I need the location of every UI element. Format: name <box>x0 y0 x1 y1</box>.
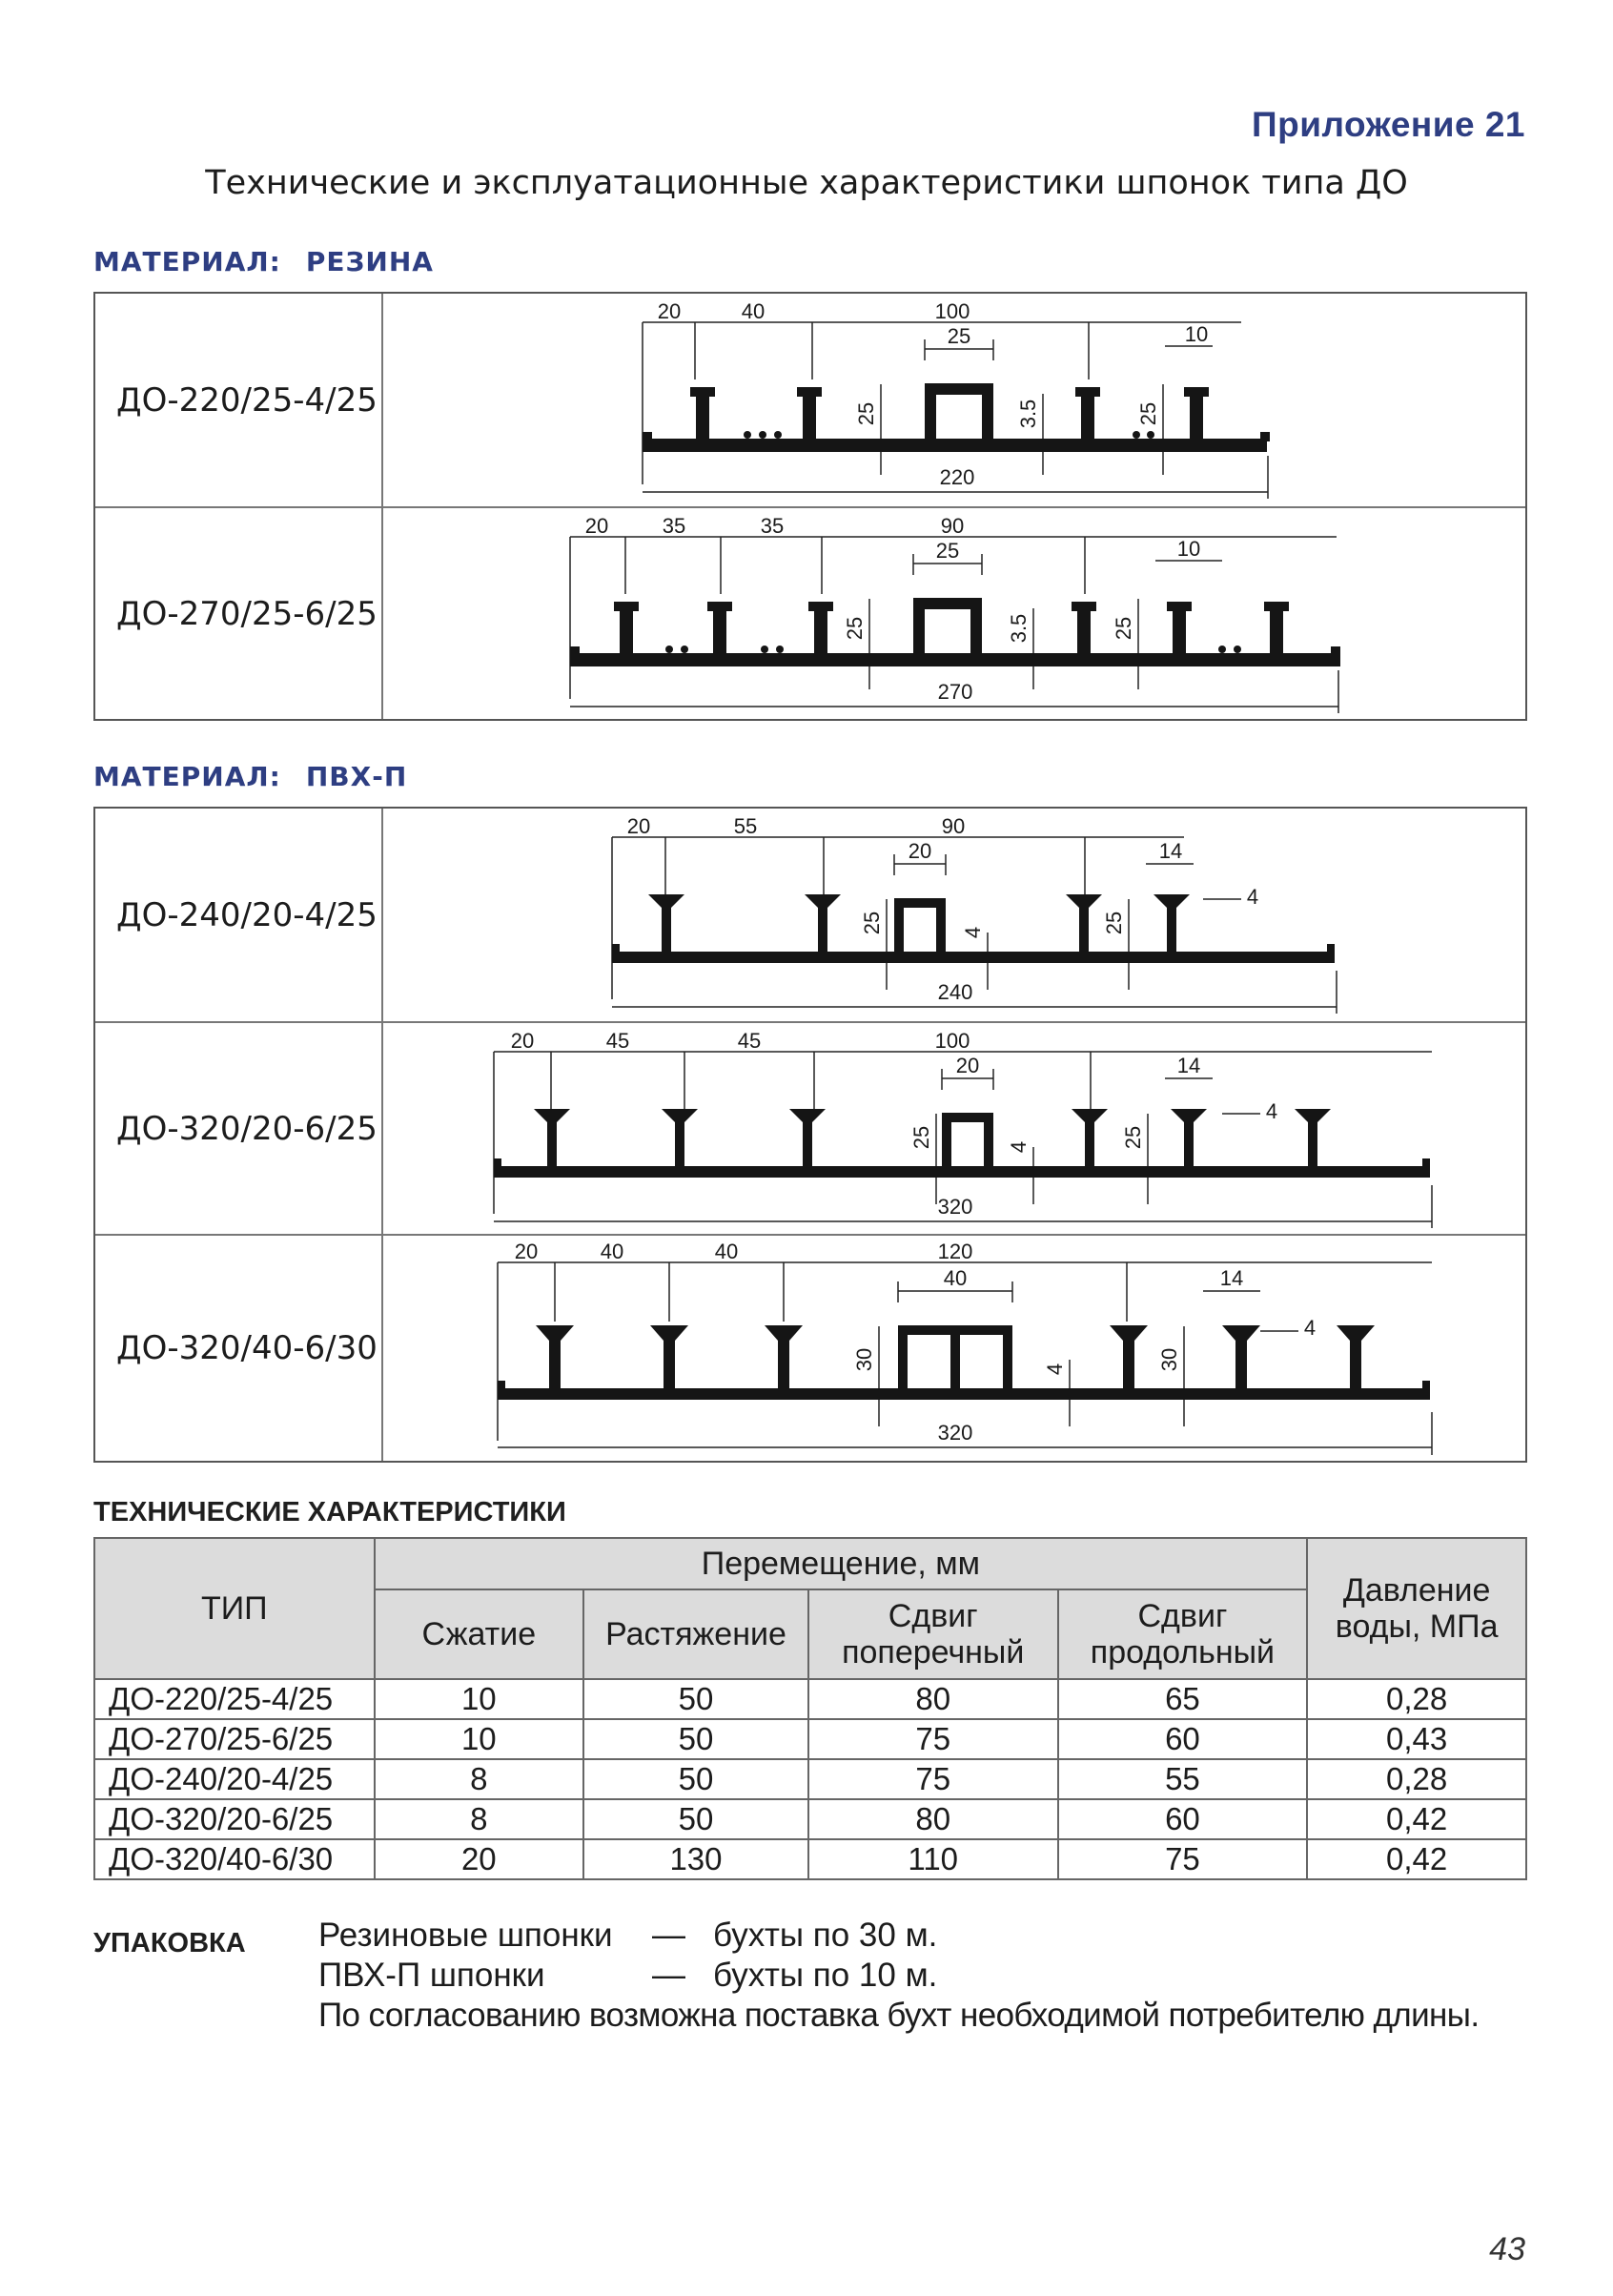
col-pressure-line2: воды, МПа <box>1335 1609 1499 1645</box>
dim-label: 320 <box>937 1421 973 1445</box>
appendix-label: Приложение 21 <box>1252 105 1525 144</box>
dim-label: 25 <box>1112 616 1135 641</box>
material-value: РЕЗИНА <box>305 246 434 277</box>
dim-label: 4 <box>1265 1099 1278 1123</box>
cell-compress: 10 <box>375 1679 584 1719</box>
cell-stretch: 130 <box>583 1839 808 1879</box>
dim-label: 10 <box>1184 322 1209 346</box>
profile-row <box>95 809 1525 1021</box>
col-shear-cross-line2: поперечный <box>842 1634 1025 1671</box>
cell-type: ДО-270/25-6/25 <box>94 1719 375 1759</box>
cell-compress: 20 <box>375 1839 584 1879</box>
dim-label: 25 <box>935 539 960 563</box>
dim-label: 90 <box>941 814 966 838</box>
section-label-pvc <box>93 761 407 792</box>
table-row <box>94 1799 1526 1839</box>
profile-row <box>95 1021 1525 1234</box>
col-shear-cross-line1: Сдвиг <box>888 1598 978 1634</box>
dim-label: 4 <box>1043 1363 1067 1376</box>
dim-label: 4 <box>1007 1140 1031 1154</box>
packing-dash: — <box>652 1917 685 1954</box>
col-shear-cross-header <box>808 1589 1058 1679</box>
dim-label: 25 <box>1102 911 1126 935</box>
dim-label: 3.5 <box>1007 613 1031 644</box>
dim-label: 4 <box>1246 885 1259 909</box>
material-label: МАТЕРИАЛ: <box>93 246 281 277</box>
dim-label: 20 <box>514 1240 539 1263</box>
packing-dash: — <box>652 1957 685 1994</box>
profile-drawing-svg <box>383 294 1527 504</box>
col-shear-long-line1: Сдвиг <box>1137 1598 1228 1634</box>
dim-label: 270 <box>937 680 973 704</box>
packing-item: ПВХ-П шпонки <box>318 1957 545 1994</box>
dim-label: 25 <box>1136 401 1160 426</box>
cell-shear-cross: 75 <box>808 1719 1058 1759</box>
profile-drawing-svg <box>383 809 1527 1019</box>
cell-shear-cross: 75 <box>808 1759 1058 1799</box>
cell-shear-long: 55 <box>1058 1759 1308 1799</box>
profile-name: ДО-270/25-6/25 <box>95 508 383 719</box>
packing-label: УПАКОВКА <box>93 1928 246 1958</box>
dim-label: 90 <box>940 514 965 538</box>
dim-label: 240 <box>937 980 973 1004</box>
dim-label: 20 <box>908 839 932 863</box>
cell-type: ДО-320/20-6/25 <box>94 1799 375 1839</box>
cell-type: ДО-320/40-6/30 <box>94 1839 375 1879</box>
profile-drawing <box>383 1023 1525 1234</box>
material-value: ПВХ-П <box>305 761 408 792</box>
packing-item: Резиновые шпонки <box>318 1917 613 1954</box>
col-shear-long-header <box>1058 1589 1308 1679</box>
dim-label: 4 <box>961 926 985 939</box>
cell-compress: 8 <box>375 1799 584 1839</box>
packing-note: По согласованию возможна поставка бухт необходимой потребителю длины. <box>318 1997 1480 2034</box>
page-title: Технические и эксплуатационные характеристики шпонок типа ДО <box>205 164 1408 202</box>
profile-drawing <box>383 294 1525 506</box>
dim-label: 55 <box>733 814 758 838</box>
dim-label: 3.5 <box>1016 399 1040 429</box>
cell-shear-long: 75 <box>1058 1839 1308 1879</box>
cell-stretch: 50 <box>583 1759 808 1799</box>
packing-value: бухты по 10 м. <box>713 1957 938 1994</box>
dim-label: 320 <box>937 1195 973 1219</box>
dim-label: 40 <box>741 299 766 323</box>
cell-shear-cross: 110 <box>808 1839 1058 1879</box>
cell-pressure: 0,42 <box>1307 1799 1526 1839</box>
packing-value: бухты по 30 м. <box>713 1917 938 1954</box>
profile-name: ДО-320/40-6/30 <box>95 1236 383 1461</box>
dim-label: 100 <box>934 1029 970 1053</box>
dim-label: 25 <box>947 324 971 348</box>
page-number: 43 <box>1489 2231 1525 2267</box>
dim-label: 10 <box>1176 537 1201 561</box>
dim-label: 100 <box>934 299 970 323</box>
dim-label: 4 <box>1303 1316 1317 1340</box>
cell-pressure: 0,42 <box>1307 1839 1526 1879</box>
col-pressure-header <box>1307 1538 1526 1679</box>
dim-label: 45 <box>605 1029 630 1053</box>
dim-label: 20 <box>955 1054 980 1077</box>
cell-stretch: 50 <box>583 1799 808 1839</box>
table-row <box>94 1759 1526 1799</box>
dim-label: 120 <box>937 1240 973 1263</box>
dim-label: 20 <box>584 514 609 538</box>
cell-shear-cross: 80 <box>808 1799 1058 1839</box>
dim-label: 40 <box>600 1240 624 1263</box>
col-pressure-line1: Давление <box>1342 1572 1491 1609</box>
profile-row <box>95 506 1525 719</box>
dim-label: 14 <box>1158 839 1183 863</box>
table-row <box>94 1719 1526 1759</box>
cell-shear-long: 60 <box>1058 1719 1308 1759</box>
profile-row <box>95 1234 1525 1461</box>
cell-pressure: 0,28 <box>1307 1679 1526 1719</box>
cell-type: ДО-220/25-4/25 <box>94 1679 375 1719</box>
dim-label: 45 <box>737 1029 762 1053</box>
dim-label: 20 <box>510 1029 535 1053</box>
cell-compress: 10 <box>375 1719 584 1759</box>
cell-shear-long: 60 <box>1058 1799 1308 1839</box>
dim-label: 14 <box>1219 1266 1244 1290</box>
dim-label: 30 <box>1157 1347 1181 1372</box>
dim-label: 40 <box>943 1266 968 1290</box>
col-stretch-header: Растяжение <box>583 1589 808 1679</box>
tech-heading: ТЕХНИЧЕСКИЕ ХАРАКТЕРИСТИКИ <box>93 1497 566 1527</box>
col-compress-header: Сжатие <box>375 1589 584 1679</box>
cell-shear-cross: 80 <box>808 1679 1058 1719</box>
profile-name: ДО-220/25-4/25 <box>95 294 383 506</box>
spec-table <box>93 1537 1527 1880</box>
cell-shear-long: 65 <box>1058 1679 1308 1719</box>
packing-line <box>318 1957 937 1995</box>
profiles-table-rubber <box>93 292 1527 721</box>
col-move-header: Перемещение, мм <box>375 1538 1308 1589</box>
profile-drawing <box>383 1236 1525 1461</box>
section-label-rubber <box>93 246 434 277</box>
dim-label: 25 <box>843 616 867 641</box>
table-row <box>94 1679 1526 1719</box>
dim-label: 25 <box>854 401 878 426</box>
dim-label: 30 <box>852 1347 876 1372</box>
profile-name: ДО-240/20-4/25 <box>95 809 383 1021</box>
profile-drawing-svg <box>383 508 1527 719</box>
dim-label: 25 <box>860 911 884 935</box>
dim-label: 35 <box>760 514 785 538</box>
dim-label: 25 <box>1121 1125 1145 1150</box>
dim-label: 35 <box>662 514 686 538</box>
cell-stretch: 50 <box>583 1719 808 1759</box>
cell-type: ДО-240/20-4/25 <box>94 1759 375 1799</box>
cell-pressure: 0,43 <box>1307 1719 1526 1759</box>
packing-line <box>318 1917 937 1955</box>
col-shear-long-line2: продольный <box>1090 1634 1276 1671</box>
table-row <box>94 1839 1526 1879</box>
profile-row <box>95 294 1525 506</box>
profiles-table-pvc <box>93 807 1527 1463</box>
dim-label: 20 <box>657 299 682 323</box>
cell-pressure: 0,28 <box>1307 1759 1526 1799</box>
col-type-header: ТИП <box>94 1538 375 1679</box>
cell-compress: 8 <box>375 1759 584 1799</box>
profile-name: ДО-320/20-6/25 <box>95 1023 383 1234</box>
cell-stretch: 50 <box>583 1679 808 1719</box>
dim-label: 25 <box>909 1125 933 1150</box>
material-label: МАТЕРИАЛ: <box>93 761 281 792</box>
dim-label: 220 <box>939 465 975 489</box>
dim-label: 20 <box>626 814 651 838</box>
profile-drawing-svg <box>383 1023 1527 1234</box>
profile-drawing <box>383 809 1525 1021</box>
profile-drawing-svg <box>383 1236 1527 1461</box>
dim-label: 14 <box>1176 1054 1201 1077</box>
profile-drawing <box>383 508 1525 719</box>
dim-label: 40 <box>714 1240 739 1263</box>
